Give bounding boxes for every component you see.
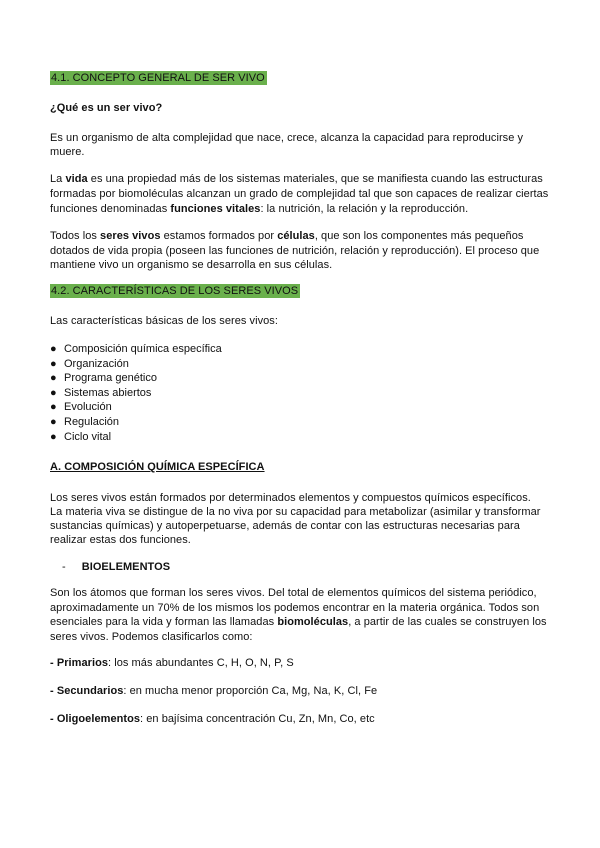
secundarios-item: - Secundarios: en mucha menor proporción Ca, Mg, Na, K, Cl, Fe: [50, 685, 378, 697]
paragraph-line: formadas por biomoléculas alcanzan un grado de complejidad tal que son capaces de realizar ciertas: [50, 188, 549, 200]
paragraph-line: Son los átomos que forman los seres vivos. Del total de elementos químicos del sistema periódico,: [50, 587, 537, 599]
paragraph-line: seres vivos. Podemos clasificarlos como:: [50, 631, 253, 643]
bioelementos-heading: - BIOELEMENTOS: [62, 561, 171, 573]
primarios-item: - Primarios: los más abundantes C, H, O, N, P, S: [50, 657, 294, 669]
paragraph-line: La vida es una propiedad más de los sistemas materiales, que se manifiesta cuando las estructuras: [50, 173, 543, 185]
list-intro: Las características básicas de los seres vivos:: [50, 315, 278, 327]
paragraph-line: La materia viva se distingue de la no viva por su capacidad para metabolizar (asimilar y transformar: [50, 506, 541, 518]
list-item: ● Evolución: [50, 401, 112, 413]
list-item: ● Programa genético: [50, 372, 157, 384]
list-item: ● Organización: [50, 358, 129, 370]
paragraph-line: muere.: [50, 146, 85, 158]
list-item: ● Sistemas abiertos: [50, 387, 152, 399]
question-heading: ¿Qué es un ser vivo?: [50, 102, 163, 114]
list-item: ● Regulación: [50, 416, 120, 428]
section-heading-4-2: 4.2. CARACTERÍSTICAS DE LOS SERES VIVOS: [51, 285, 299, 297]
subsection-heading-a: A. COMPOSICIÓN QUÍMICA ESPECÍFICA: [50, 461, 265, 473]
paragraph-line: Es un organismo de alta complejidad que nace, crece, alcanza la capacidad para reproducirse y: [50, 132, 524, 144]
paragraph-line: realizar estas dos funciones.: [50, 534, 191, 546]
paragraph-line: dotados de vida propia (poseen las funciones de nutrición, relación y reproducción). El proceso que: [50, 245, 540, 257]
paragraph-line: Los seres vivos están formados por determinados elementos y compuestos químicos específicos.: [50, 492, 531, 504]
list-item: ● Ciclo vital: [50, 431, 112, 443]
paragraph-line: aproximadamente un 70% de los mismos los podemos encontrar en la materia orgánica. Todos son: [50, 602, 540, 614]
section-heading-4-1: 4.1. CONCEPTO GENERAL DE SER VIVO: [51, 72, 265, 84]
oligoelementos-item: - Oligoelementos: en bajísima concentración Cu, Zn, Mn, Co, etc: [50, 713, 375, 725]
paragraph-line: sustancias químicas) y autoperpetuarse, además de contar con las estructuras necesarias para: [50, 520, 520, 532]
paragraph-line: funciones denominadas funciones vitales: la nutrición, la relación y la reproducción.: [50, 203, 469, 215]
paragraph-line: mantiene vivo un organismo se desarrolla en sus células.: [50, 259, 333, 271]
list-item: ● Composición química específica: [50, 343, 222, 355]
paragraph-line: esenciales para la vida y forman las llamadas biomoléculas, a partir de las cuales se construyen los: [50, 616, 547, 628]
paragraph-line: Todos los seres vivos estamos formados por células, que son los componentes más pequeños: [50, 230, 524, 242]
